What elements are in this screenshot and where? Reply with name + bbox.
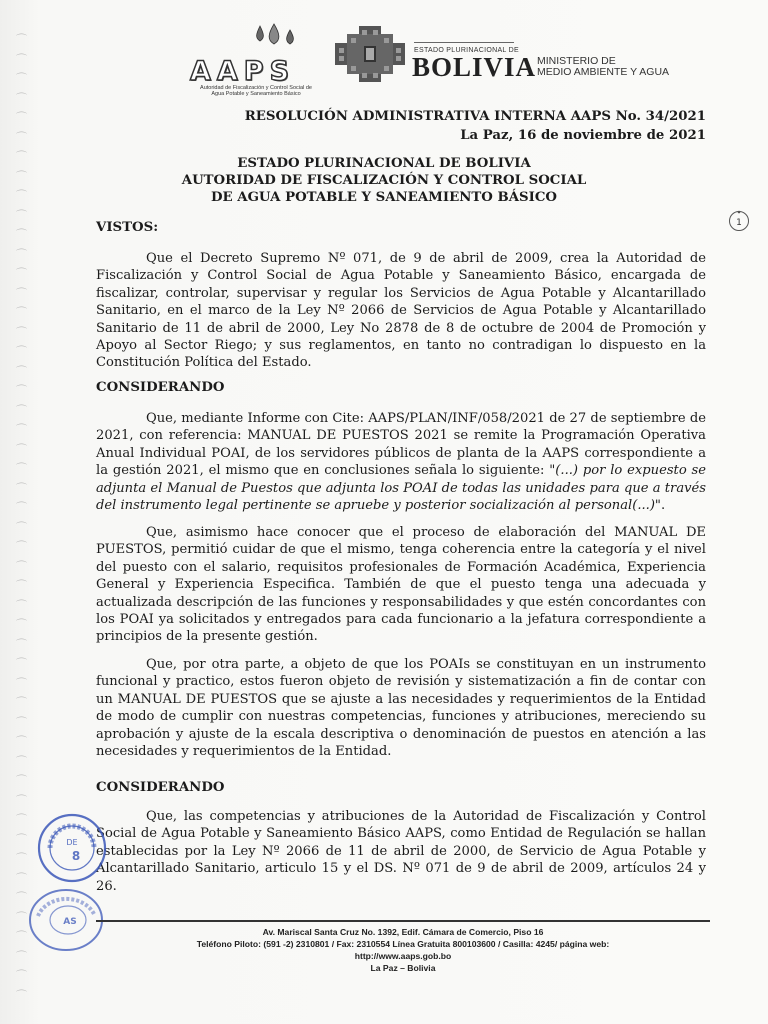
footer-line4: La Paz – Bolivia [370,963,436,973]
svg-text:8: 8 [71,849,81,863]
binding-holes: ⌒ ⌒ ⌒ ⌒ ⌒ ⌒ ⌒ ⌒ ⌒ ⌒ ⌒ ⌒ ⌒ ⌒ ⌒ ⌒ ⌒ ⌒ ⌒ ⌒ ⌒ ⌒ ⌒ ⌒ ⌒ ⌒ ⌒ ⌒ ⌒ ⌒ ⌒ ⌒ ⌒ ⌒ ⌒ ⌒ ⌒ ⌒ ⌒ ⌒ ⌒ ⌒ ⌒ ⌒ ⌒ ⌒ ⌒ ⌒ ⌒ ⌒ [16,33,27,1002]
considerando1-p1-text: Que, mediante Informe con Cite: AAPS/PLAN/INF/058/2021 de 27 de septiembre de 2021, con referencia: MANUAL DE PUESTOS 2021 se remite la Programación Operativa Anual Individual POAI, de los servidores públicos de planta de la AAPS correspondiente a la gestión 2021, el mismo que en conclusiones señala lo siguiente: [96,411,706,479]
bolivia-emblem-icon [335,26,405,82]
title-line2: AUTORIDAD DE FISCALIZACIÓN Y CONTROL SOCIAL [181,173,587,188]
considerando1-paragraph3: Que, por otra parte, a objeto de que los POAIs se constituyan en un instrumento funcional y practico, estos fueron objeto de revisión y sistematización a fin de contar con un MANUAL DE PUESTOS que se ajuste a las necesidades y requerimientos de la Entidad de modo de cumplir con nuestras competencias, funciones y atribuciones, mereciendo su aprobación y ajuste de la escala descriptiva o denominación de puestos en atención a las necesidades y requerimientos de la Entidad. [96,657,706,760]
ministry-label [537,56,669,78]
title-line1: ESTADO PLURINACIONAL DE BOLIVIA [237,156,531,171]
official-stamp-1 [36,812,108,884]
official-stamp-2 [26,886,106,952]
header-rule [414,42,514,43]
considerando-heading-1: CONSIDERANDO [96,380,225,395]
aaps-logo [186,22,310,100]
footer-line2: Teléfono Piloto: (591 -2) 2310801 / Fax: 2310554 Línea Gratuita 800103600 / Casilla: 4245/ página web: [196,939,610,949]
vistos-paragraph: Que el Decreto Supremo Nº 071, de 9 de abril de 2009, crea la Autoridad de Fiscalización y Control Social de Agua Potable y Saneamiento Básico, encargada de fiscalizar, controlar, supervisar y regular los Servicios de Agua Potable y Alcantarillado Sanitario, en el marco de la Ley Nº 2066 de Servicios de Agua Potable y Alcantarillado Sanitario de 11 de abril de 2000, Ley No 2878 de 8 de octubre de 2004 de Promoción y Apoyo al Sector Riego; y sus reglamentos, en tanto no contradigan lo dispuesto en la Constitución Política del Estado. [96,251,706,371]
ministry-line1: MINISTERIO DE [537,55,616,67]
title-line3: DE AGUA POTABLE Y SANEAMIENTO BÁSICO [210,190,558,205]
resolution-number: RESOLUCIÓN ADMINISTRATIVA INTERNA AAPS No. 34/2021 [244,109,706,124]
footer-line1: Av. Mariscal Santa Cruz No. 1392, Edif. Cámara de Comercio, Piso 16 [262,927,544,937]
considerando1-paragraph1 [96,410,706,514]
aaps-wordmark: AAPS [190,56,296,87]
water-drops-icon [252,22,312,52]
resolution-date: La Paz, 16 de noviembre de 2021 [460,128,706,143]
considerando2-paragraph1: Que, las competencias y atribuciones de la Autoridad de Fiscalización y Control Social de Agua Potable y Saneamiento Básico AAPS, como Entidad de Regulación se hallan establecidas por la Ley Nº 2066 de 11 de abril de 2000, de Servicio de Agua Potable y Alcantarillado Sanitario, articulo 15 y el DS. Nº 071 de 9 de abril de 2009, artículos 24 y 26. [96,809,706,894]
considerando-heading-2: CONSIDERANDO [96,780,225,795]
page-number-circle [728,210,750,232]
state-label: ESTADO PLURINACIONAL DE [414,47,519,54]
svg-text:AS: AS [63,917,77,927]
aaps-subtitle: Autoridad de Fiscalización y Control Social de Agua Potable y Saneamiento Básico [200,85,312,97]
footer-address [96,926,710,974]
footer-website-link[interactable]: http://www.aaps.gob.bo [354,951,452,961]
country-name: BOLIVIA [412,52,537,82]
vistos-heading: VISTOS: [96,220,159,235]
ministry-line2: MEDIO AMBIENTE Y AGUA [537,66,670,78]
considerando1-p1-end: . [660,498,666,514]
considerando1-p1-quote: "(...) por lo expuesto se adjunta el Manual de Puestos que adjunta los POAI de todas las unidades para que a través del instrumento legal pertinente se apruebe y posterior socialización al personal(...)" [96,463,707,514]
page-number: 1 [736,218,742,228]
svg-text:DE: DE [66,838,78,847]
considerando1-paragraph2: Que, asimismo hace conocer que el proceso de elaboración del MANUAL DE PUESTOS, permitió cuidar de que el mismo, tenga coherencia entre la categoría y el nivel del puesto con el salario, requisitos profesionales de Formación Académica, Experiencia General y Experiencia Especifica. También de que el puesto tenga una adecuada y actualizada descripción de las funciones y responsabilidades y que estén concordantes con los POAI ya solicitados y entregados para cada funcionario a la jefatura correspondiente a principios de la presente gestión. [96,525,706,645]
footer-rule [96,920,710,922]
